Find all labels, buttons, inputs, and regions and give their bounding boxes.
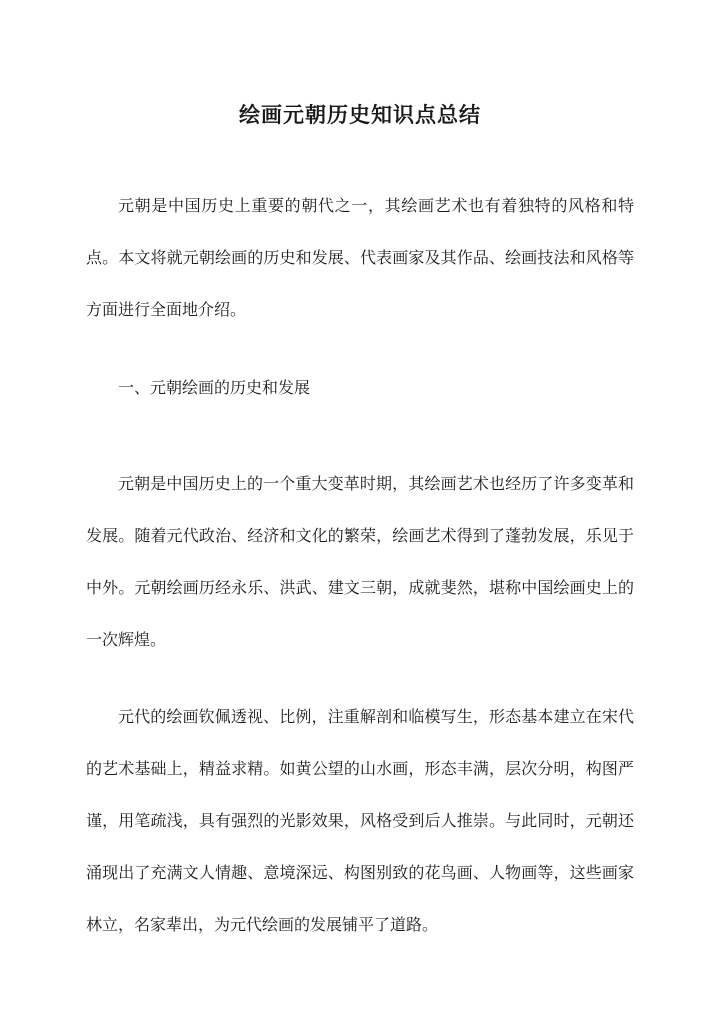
- intro-paragraph: 元朝是中国历史上重要的朝代之一，其绘画艺术也有着独特的风格和特点。本文将就元朝绘画的历史和发展、代表画家及其作品、绘画技法和风格等方面进行全面地介绍。: [86, 196, 634, 319]
- section-heading: 一、元朝绘画的历史和发展: [118, 378, 311, 397]
- body-paragraph: 元代的绘画钦佩透视、比例，注重解剖和临模写生，形态基本建立在宋代的艺术基础上，精益求精。如黄公望的山水画，形态丰满，层次分明，构图严谨，用笔疏浅，具有强烈的光影效果，风格受到后人推崇。与此同时，元朝还涌现出了充满文人情趣、意境深远、构图别致的花鸟画、人物画等，这些画家林立，名家辈出，为元代绘画的发展铺平了道路。: [86, 707, 634, 934]
- document-title: 绘画元朝历史知识点总结: [239, 102, 481, 128]
- body-paragraph: 元朝是中国历史上的一个重大变革时期，其绘画艺术也经历了许多变革和发展。随着元代政治、经济和文化的繁荣，绘画艺术得到了蓬勃发展，乐见于中外。元朝绘画历经永乐、洪武、建文三朝，成就斐然，堪称中国绘画史上的一次辉煌。: [86, 474, 634, 649]
